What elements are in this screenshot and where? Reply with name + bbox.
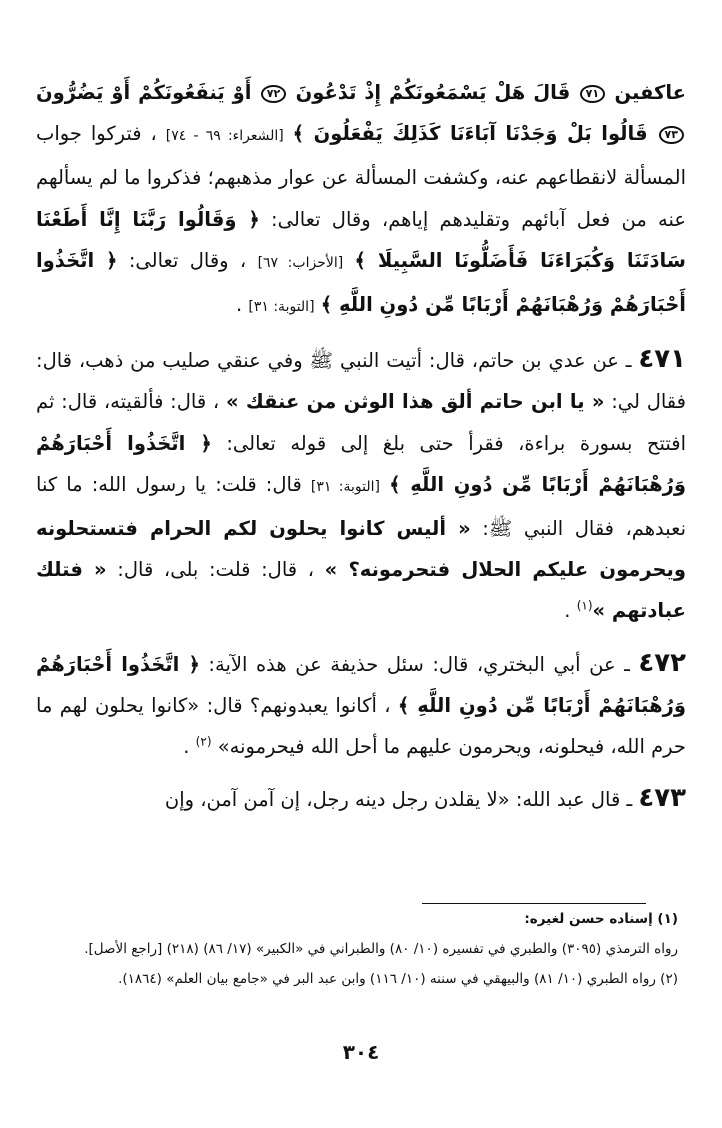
- footnote-marker: (١): [576, 598, 593, 613]
- footnote-marker: (٢): [195, 734, 212, 749]
- surah-reference: [التوبة: ٣١]: [248, 299, 315, 316]
- paragraph-text: ، فتركوا جواب المسألة لانقطاعهم عنه، وكشفت المسألة عن عوار مذهبهم؛ فذكروا ما لم يسألهم عنه من فعل آبائهم وتقليدهم إياهم، وقال تعالى:: [36, 122, 687, 231]
- quran-quote: عاكفين: [614, 81, 686, 104]
- paragraph-text: ، وقال تعالى:: [128, 248, 247, 272]
- quran-quote: ﴿ وَقَالُوا رَبَّنَا إِنَّا أَطَعْنَا سَادَتَنَا وَكُبَرَاءَنَا فَأَضَلُّونَا السَّبِيلَا ﴾: [36, 207, 686, 272]
- hadith-471: [36, 339, 686, 631]
- hadith-quote: « فتلك عبادتهم »: [36, 558, 686, 623]
- paragraph-quran-context: [36, 72, 686, 328]
- hadith-473: [36, 778, 686, 820]
- hadith-472: [36, 643, 686, 768]
- hadith-number: ٤٧٣: [638, 783, 686, 814]
- footnote-2-text: (٢) رواه الطبري (١٠/ ٨١) والبيهقي في سننه (١٠/ ١١٦) وابن عبد البر في «جامع بيان العلم» (١٨٦٤).: [118, 971, 678, 987]
- paragraph-text: ، قال: قلت: بلى، قال:: [117, 558, 315, 582]
- paragraph-text: .: [235, 293, 243, 317]
- paragraph-text: ـ عن أبي البختري، قال: سئل حذيفة عن هذه الآية:: [208, 652, 630, 676]
- hadith-number: ٤٧١: [638, 344, 687, 375]
- hadith-quote: «لا يقلدن رجل دينه رجل، إن آمن آمن، وإن: [164, 788, 510, 812]
- paragraph-text: قال: قلت: يا رسول الله: ما كنا نعبدهم، فقال النبي ﷺ:: [36, 472, 687, 541]
- quran-quote: ﴿ اتَّخَذُوا أَحْبَارَهُمْ وَرُهْبَانَهُمْ أَرْبَابًا مِّن دُونِ اللَّهِ ﴾: [36, 431, 686, 496]
- hadith-quote: « أليس كانوا يحلون لكم الحرام فتستحلونه ويحرمون عليكم الحلال فتحرمونه؟ »: [36, 517, 686, 582]
- footnotes: [40, 904, 678, 994]
- page-number: ٣٠٤: [342, 1040, 380, 1064]
- paragraph-text: .: [564, 599, 571, 623]
- quran-quote: أَوْ يَنفَعُونَكُمْ أَوْ يَضُرُّونَ: [36, 81, 252, 104]
- surah-reference: [التوبة: ٣١]: [310, 478, 380, 495]
- quran-quote: ﴿ اتَّخَذُوا أَحْبَارَهُمْ وَرُهْبَانَهُمْ أَرْبَابًا مِّن دُونِ اللَّهِ ﴾: [36, 248, 686, 317]
- paragraph-text: ، أكانوا يعبدونهم؟ قال:: [206, 693, 391, 717]
- surah-reference: [الشعراء: ٦٩ - ٧٤]: [165, 128, 284, 145]
- footnote-1-title: (١) إسناده حسن لغيره:: [524, 911, 678, 927]
- footnote-1-text: رواه الترمذي (٣٠٩٥) والطبري في تفسيره (١٠/ ٨٠) والطبراني في «الكبير» (١٧/ ٨٦) (٢١٨) [راجع الأصل].: [84, 941, 678, 957]
- verse-number-73: ٧٣: [659, 126, 684, 144]
- paragraph-text: .: [183, 735, 190, 759]
- quran-quote: ﴿ اتَّخَذُوا أَحْبَارَهُمْ وَرُهْبَانَهُمْ أَرْبَابًا مِّن دُونِ اللَّهِ ﴾: [36, 652, 687, 717]
- hadith-quote: «كانوا يحلون لهم ما حرم الله، فيحلونه، ويحرمون عليهم ما أحل الله فيحرمونه»: [36, 693, 686, 759]
- quran-quote: قَالُوا بَلْ وَجَدْنَا آبَاءَنَا كَذَلِكَ يَفْعَلُونَ ﴾: [292, 122, 648, 146]
- verse-number-72: ٧٢: [261, 85, 286, 103]
- main-text: [36, 72, 686, 820]
- verse-number-71: ٧١: [580, 85, 605, 103]
- paragraph-text: ، قال: فألقيته، قال: ثم افتتح بسورة براءة، فقرأ حتى بلغ إلى قوله تعالى:: [36, 390, 686, 455]
- hadith-number: ٤٧٢: [638, 647, 686, 678]
- quran-quote: قَالَ هَلْ يَسْمَعُونَكُمْ إِذْ تَدْعُونَ: [295, 81, 571, 104]
- surah-reference: [الأحزاب: ٦٧]: [257, 254, 344, 271]
- paragraph-text: ـ عن عدي بن حاتم، قال: أتيت النبي ﷺ وفي عنقي صليب من ذهب، قال: فقال لي:: [36, 349, 686, 414]
- paragraph-text: ـ قال عبد الله:: [515, 788, 633, 812]
- hadith-quote: « يا ابن حاتم ألق هذا الوثن من عنقك »: [225, 390, 605, 414]
